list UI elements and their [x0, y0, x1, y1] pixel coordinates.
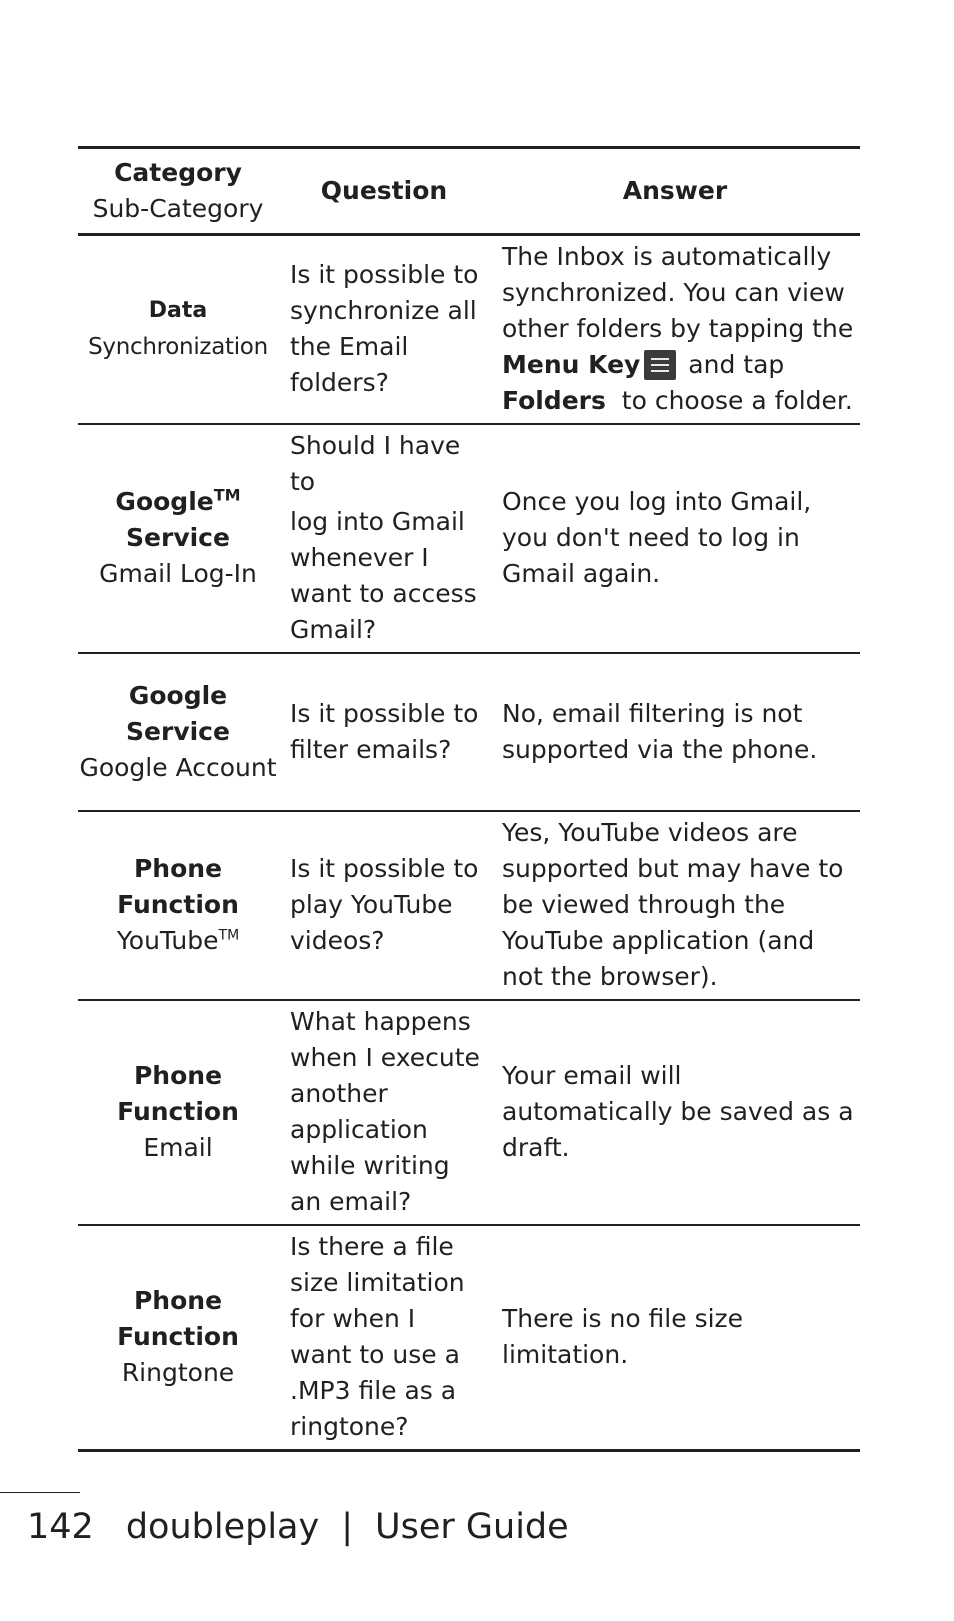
- row-sub-category: Synchronization: [88, 334, 268, 360]
- row-answer: Once you log into Gmail, you don't need to log in Gmail again.: [502, 487, 812, 588]
- row-answer: [490, 235, 860, 425]
- header-answer: Answer: [622, 176, 728, 205]
- header-row: [78, 148, 860, 235]
- table-row: [78, 653, 860, 811]
- faq-table: [78, 146, 860, 1452]
- table-header: [78, 148, 860, 235]
- menu-key-icon: [644, 350, 676, 380]
- page-footer: [27, 1506, 569, 1548]
- row-answer: No, email filtering is not supported via the phone.: [502, 698, 818, 764]
- row-question: Is it possible to synchronize all the Email folders?: [290, 260, 479, 397]
- row-category-line2: Service: [126, 523, 230, 552]
- header-question: Question: [320, 176, 448, 205]
- row-question: Is there a file size limitation for when I want to use a .MP3 file as a ringtone?: [290, 1232, 465, 1441]
- row-category-cell: [78, 1225, 278, 1451]
- row-sub-category: Google Account: [79, 752, 277, 782]
- row-sub-category: Gmail Log-In: [99, 559, 257, 588]
- row-category: Phone Function: [117, 1061, 239, 1126]
- row-question: Is it possible to filter emails?: [290, 698, 479, 764]
- answer-text: to choose a folder.: [621, 386, 853, 415]
- answer-text: The Inbox is automatically synchronized. You can view other folders by tapping the: [502, 242, 854, 343]
- row-category: Data: [148, 298, 208, 323]
- row-category: Phone Function: [117, 1286, 239, 1351]
- row-sub-category: YouTube™: [116, 926, 240, 955]
- row-question: Is it possible to play YouTube videos?: [290, 854, 479, 955]
- row-question: Should I have to log into Gmail whenever I want to access Gmail?: [290, 431, 477, 644]
- footer-rule: [0, 1492, 80, 1493]
- header-category-cell: [78, 148, 278, 235]
- row-answer: Your email will automatically be saved as a draft.: [502, 1061, 854, 1162]
- row-answer: Yes, YouTube videos are supported but may have to be viewed through the YouTube application (and not the browser).: [502, 818, 844, 991]
- table-row: [78, 1000, 860, 1225]
- table-row: [78, 235, 860, 425]
- table-row: [78, 1225, 860, 1451]
- table-row: [78, 424, 860, 653]
- row-category-cell: [78, 235, 278, 425]
- header-sub-category: Sub-Category: [92, 194, 264, 223]
- row-category: Phone Function: [117, 854, 239, 919]
- page-number: 142: [27, 1507, 94, 1547]
- footer-separator: |: [341, 1507, 353, 1547]
- answer-text: and tap: [688, 350, 785, 379]
- row-category-cell: [78, 811, 278, 1000]
- row-category: Google Service: [126, 680, 230, 746]
- row-answer: There is no file size limitation.: [502, 1304, 744, 1369]
- row-sub-category: Email: [143, 1133, 213, 1162]
- row-category-cell: [78, 424, 278, 653]
- row-question: What happens when I execute another application while writing an email?: [290, 1007, 480, 1216]
- folders-label: Folders: [502, 386, 606, 415]
- header-category: Category: [114, 158, 242, 187]
- row-category-cell: [78, 1000, 278, 1225]
- footer-guide: User Guide: [375, 1507, 569, 1547]
- menu-key-label: Menu Key: [502, 350, 641, 379]
- row-category: Google™: [115, 485, 241, 516]
- footer-product: doubleplay: [125, 1507, 320, 1547]
- row-category-cell: [78, 653, 278, 811]
- table-row: [78, 811, 860, 1000]
- row-sub-category: Ringtone: [121, 1358, 235, 1387]
